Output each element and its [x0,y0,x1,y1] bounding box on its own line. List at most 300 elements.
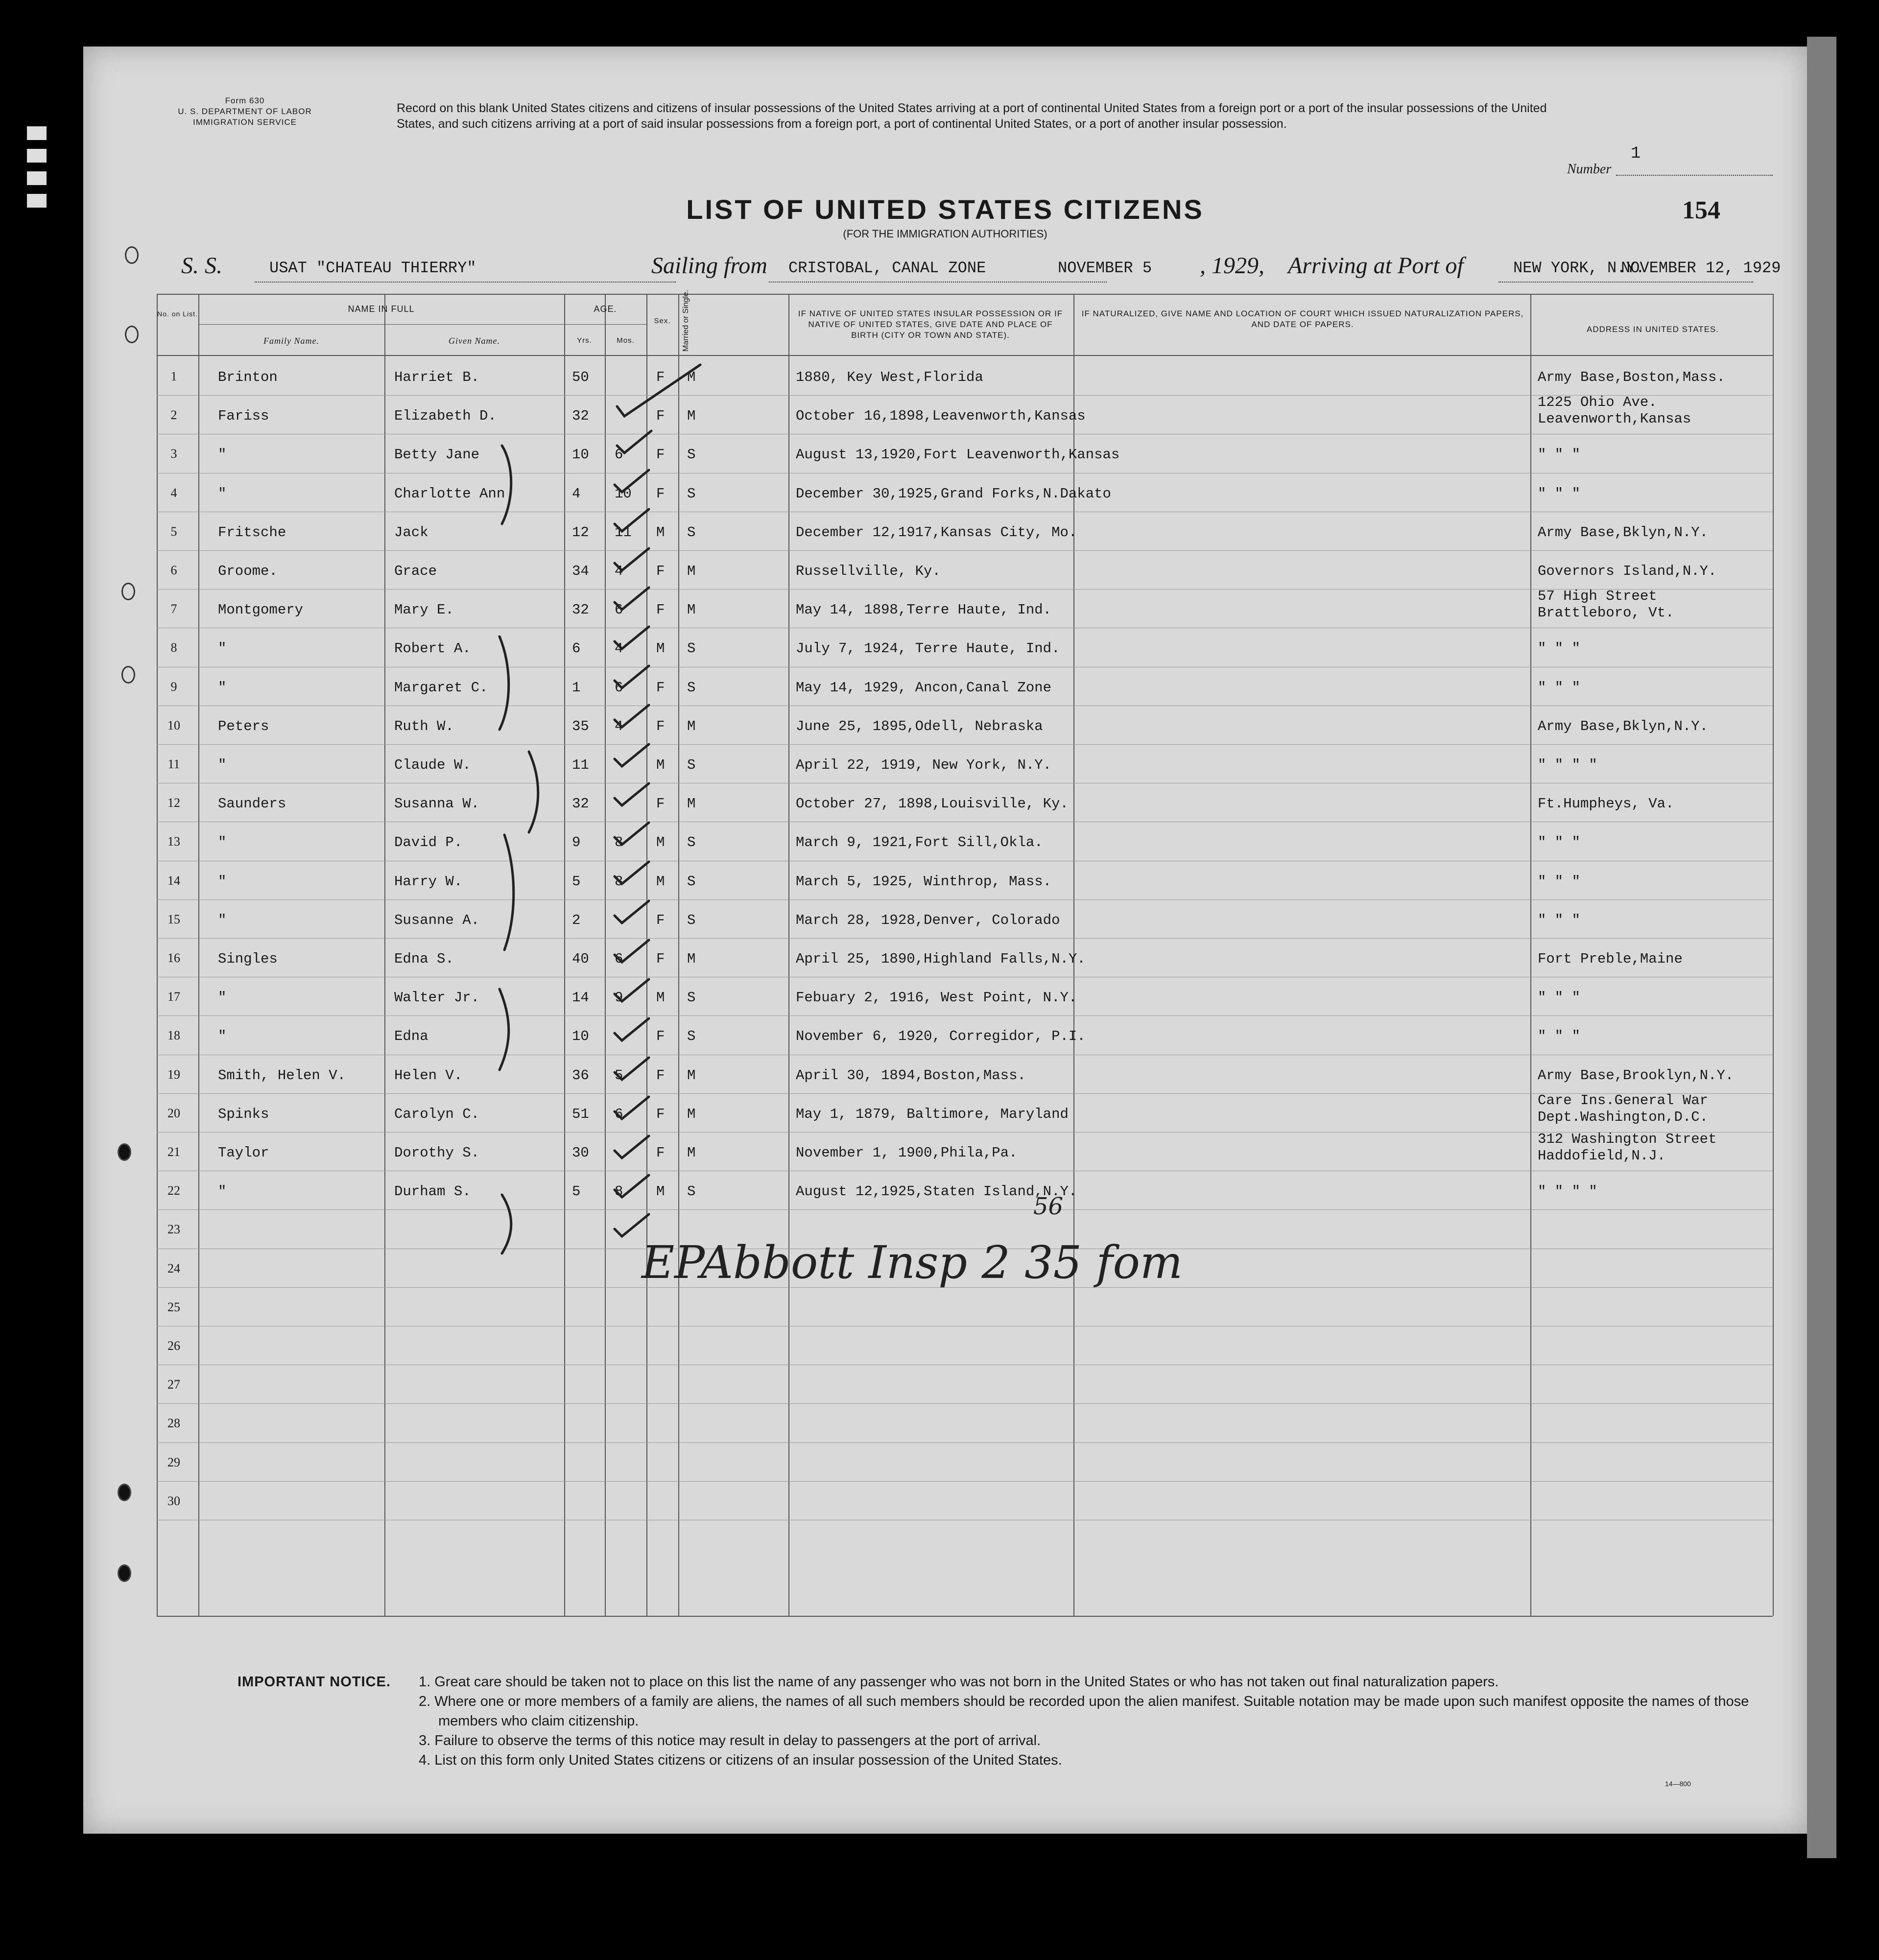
cell-sex: F [656,602,665,618]
cell-family: Smith, Helen V. [218,1067,346,1084]
table-row [157,357,1773,396]
cell-family: Peters [218,718,269,734]
cell-ms: S [687,1028,696,1045]
name-subdivider [198,324,564,325]
cell-birth: March 9, 1921,Fort Sill,Okla. [796,834,1043,851]
cell-birth: June 25, 1895,Odell, Nebraska [796,718,1043,734]
table-row [157,1250,1773,1288]
cell-sex: F [656,1106,665,1122]
table-row [157,1404,1773,1443]
cell-addr1: Army Base,Bklyn,N.Y. [1538,524,1709,541]
cell-no: 10 [167,718,180,732]
cell-birth: Febuary 2, 1916, West Point, N.Y. [796,990,1077,1006]
handwritten-count: 56 [1033,1193,1064,1220]
cell-yrs: 4 [572,485,581,502]
cell-sex: M [656,873,665,890]
age-subdivider [564,324,646,325]
cell-sex: F [656,796,665,812]
header-no: No. on List. [157,310,198,318]
header-sex: Sex. [654,317,671,325]
cell-family: Spinks [218,1106,269,1122]
cell-given: Edna [394,1028,428,1045]
sail-year: , 1929, [1200,253,1264,279]
cell-addr1: Army Base,Brooklyn,N.Y. [1538,1067,1734,1084]
cell-no: 3 [170,447,177,461]
cell-mos: 4 [615,640,623,657]
form-number: Form 630 [225,96,265,105]
table-row [157,1094,1773,1133]
cell-no: 25 [167,1299,180,1314]
cell-sex: F [656,369,665,385]
cell-yrs: 5 [572,873,581,890]
table-row [157,1056,1773,1094]
cell-given: Charlotte Ann [394,485,505,502]
ship-underline [255,282,676,283]
sailing-label: Sailing from [651,253,767,279]
cell-ms: M [687,1145,696,1161]
cell-addr1: " " " [1538,679,1581,696]
cell-yrs: 6 [572,640,581,657]
cell-family: " [218,1028,227,1045]
cell-no: 22 [167,1183,180,1198]
cell-yrs: 36 [572,1067,589,1084]
cell-no: 5 [170,524,177,539]
cell-no: 6 [170,563,177,577]
cell-yrs: 51 [572,1106,589,1122]
adjacent-page-edge [1807,37,1836,1858]
cell-family: " [218,912,227,928]
cell-no: 20 [167,1106,180,1120]
cell-ms: S [687,447,696,463]
notice-lead: IMPORTANT NOTICE. [238,1674,391,1690]
cell-addr1: Governors Island,N.Y. [1538,563,1717,579]
table-row [157,551,1773,590]
cell-mos: 6 [615,1106,623,1122]
cell-no: 15 [167,912,180,926]
col-divider [1773,294,1774,1616]
row-rule [157,395,1773,396]
cell-ms: M [687,369,696,385]
cell-family: Saunders [218,796,286,812]
cell-ms: M [687,1106,696,1122]
punch-hole [121,583,135,600]
cell-no: 30 [167,1493,180,1508]
cell-given: Ruth W. [394,718,454,734]
table-row [157,1443,1773,1482]
cell-sex: M [656,834,665,851]
cell-mos: 4 [615,718,623,734]
cell-ms: S [687,1183,696,1200]
cell-sex: M [656,757,665,773]
cell-family: " [218,757,227,773]
cell-birth: May 1, 1879, Baltimore, Maryland [796,1106,1069,1122]
cell-no: 13 [167,834,180,849]
cell-given: Susanna W. [394,796,480,812]
row-rule [157,938,1773,939]
table-row [157,862,1773,900]
table-row [157,745,1773,784]
table-row [157,707,1773,745]
cell-no: 8 [170,640,177,655]
binding-stub [27,118,56,264]
cell-no: 11 [167,757,180,771]
cell-birth: April 30, 1894,Boston,Mass. [796,1067,1026,1084]
cell-family: Taylor [218,1145,269,1161]
from-port: CRISTOBAL, CANAL ZONE [788,259,986,277]
table-row [157,939,1773,978]
cell-sex: F [656,563,665,579]
cell-sex: F [656,951,665,967]
cell-given: Elizabeth D. [394,408,497,425]
header-yrs: Yrs. [577,336,592,345]
cell-ms: S [687,757,696,773]
cell-no: 24 [167,1261,180,1275]
cell-family: Brinton [218,369,278,385]
cell-no: 21 [167,1145,180,1159]
cell-addr1: 1225 Ohio Ave. [1538,394,1657,411]
page-title: LIST OF UNITED STATES CITIZENS [686,194,1204,225]
header-birth: IF NATIVE OF UNITED STATES INSULAR POSSESSION OR IF NATIVE OF UNITED STATES, GIVE DATE AND PLACE OF BIRTH (CITY OR TOWN AND STATE). [798,309,1063,340]
row-rule [157,744,1773,745]
cell-addr1: Army Base,Bklyn,N.Y. [1538,718,1709,734]
arriving-label: Arriving at Port of [1288,253,1464,279]
cell-no: 1 [170,369,177,383]
cell-yrs: 5 [572,1183,581,1200]
service-name: IMMIGRATION SERVICE [192,118,297,127]
record-instructions: Record on this blank United States citizens and citizens of insular possessions of the United States arriving at a port of continental United States from a foreign port or a port of the insular possessions of the United States, and such citizens arriving at a port of said insular possessions from a foreign port, a port of continental United States, or a port of another insular possession. [397,101,1547,131]
cell-ms: S [687,524,696,541]
header-family-name: Family Name. [263,336,319,346]
cell-birth: March 28, 1928,Denver, Colorado [796,912,1060,928]
cell-no: 4 [170,485,177,500]
page-subtitle: (FOR THE IMMIGRATION AUTHORITIES) [843,228,1047,240]
cell-addr1: 57 High Street [1538,588,1657,605]
department-name: U. S. DEPARTMENT OF LABOR [178,107,312,116]
row-rule [157,1287,1773,1288]
cell-no: 9 [170,679,177,694]
row-rule [157,1481,1773,1482]
cell-sex: F [656,485,665,502]
notice-item-text: 1. Great care should be taken not to place on this list the name of any passenger who was not born in the United States or who has not taken out final naturalization papers. [419,1674,1499,1690]
header-age: AGE. [594,304,617,314]
cell-mos: 11 [615,524,632,541]
cell-birth: July 7, 1924, Terre Haute, Ind. [796,640,1060,657]
cell-addr1: Care Ins.General War [1538,1092,1709,1109]
notice-item [154,1672,1795,1692]
cell-family: " [218,679,227,696]
cell-addr1: Army Base,Boston,Mass. [1538,369,1725,385]
cell-addr1: " " " [1538,1028,1581,1045]
cell-birth: 1880, Key West,Florida [796,369,983,385]
cell-yrs: 32 [572,602,589,618]
cell-addr1: Ft.Humpheys, Va. [1538,796,1674,812]
ship-name: USAT "CHATEAU THIERRY" [269,259,476,277]
cell-given: Walter Jr. [394,990,480,1006]
cell-ms: S [687,834,696,851]
cell-sex: M [656,524,665,541]
row-rule [157,550,1773,551]
cell-mos: 6 [615,447,623,463]
notice-item [154,1692,1795,1731]
cell-yrs: 35 [572,718,589,734]
table-row [157,823,1773,861]
cell-sex: F [656,679,665,696]
table-bottom-border [157,1616,1773,1617]
cell-addr1: " " " " [1538,1183,1597,1200]
cell-family: " [218,990,227,1006]
table-row [157,1016,1773,1055]
cell-yrs: 32 [572,408,589,425]
cell-birth: August 13,1920,Fort Leavenworth,Kansas [796,447,1120,463]
cell-birth: December 12,1917,Kansas City, Mo. [796,524,1077,541]
cell-addr2: Brattleboro, Vt. [1538,605,1674,621]
table-row [157,1210,1773,1249]
notice-item [154,1750,1795,1770]
cell-ms: S [687,485,696,502]
row-rule [157,1015,1773,1016]
cell-birth: March 5, 1925, Winthrop, Mass. [796,873,1052,890]
cell-ms: S [687,679,696,696]
cell-birth: October 16,1898,Leavenworth,Kansas [796,408,1086,425]
cell-yrs: 34 [572,563,589,579]
cell-given: Jack [394,524,428,541]
cell-family: Singles [218,951,278,967]
table-row [157,1172,1773,1210]
table-row [157,629,1773,667]
cell-addr1: " " " [1538,912,1581,928]
header-naturalized: IF NATURALIZED, GIVE NAME AND LOCATION OF COURT WHICH ISSUED NATURALIZATION PAPERS, AND DATE OF PAPERS. [1081,309,1524,329]
cell-ms: S [687,912,696,928]
table-row [157,396,1773,435]
table-row [157,1482,1773,1521]
cell-ms: M [687,1067,696,1084]
cell-no: 7 [170,602,177,616]
cell-sex: F [656,1028,665,1045]
cell-birth: August 12,1925,Staten Island,N.Y. [796,1183,1077,1200]
header-given-name: Given Name. [449,336,500,346]
cell-no: 28 [167,1416,180,1431]
cell-sex: F [656,1145,665,1161]
cell-given: Susanne A. [394,912,480,928]
cell-mos: 4 [615,563,623,579]
header-name-in-full: NAME IN FULL [348,304,415,314]
cell-sex: M [656,640,665,657]
cell-family: " [218,873,227,890]
ss-label: S. S. [181,253,222,279]
cell-birth: May 14, 1929, Ancon,Canal Zone [796,679,1052,696]
cell-given: Betty Jane [394,447,480,463]
cell-no: 26 [167,1339,180,1353]
cell-addr1: " " " [1538,640,1581,657]
cell-mos: 8 [615,1183,623,1200]
punch-hole [121,666,135,684]
cell-given: Claude W. [394,757,471,773]
cell-ms: M [687,718,696,734]
cell-addr1: " " " [1538,873,1581,890]
cell-given: Edna S. [394,951,454,967]
cell-family: " [218,640,227,657]
cell-given: David P. [394,834,463,851]
port-underline [769,282,1107,283]
important-notice [154,1672,1795,1770]
cell-no: 14 [167,873,180,888]
cell-no: 23 [167,1222,180,1237]
punch-hole [125,326,139,343]
form-identification [147,95,343,128]
cell-family: Montgomery [218,602,304,618]
cell-mos: 5 [615,1067,623,1084]
table-row [157,900,1773,939]
cell-mos: 9 [615,990,623,1006]
cell-family: Fritsche [218,524,286,541]
cell-yrs: 40 [572,951,589,967]
cell-ms: S [687,873,696,890]
cell-given: Grace [394,563,437,579]
cell-ms: M [687,563,696,579]
cell-birth: May 14, 1898,Terre Haute, Ind. [796,602,1052,618]
punch-hole [118,1564,131,1582]
notice-item [154,1731,1795,1750]
notice-item-text: 2. Where one or more members of a family are aliens, the names of all such members should be recorded upon the alien manifest. Suitable notation may be made upon such manifest opposite the names of those members who claim citizenship. [419,1694,1749,1729]
cell-yrs: 30 [572,1145,589,1161]
cell-yrs: 9 [572,834,581,851]
cell-given: Harriet B. [394,369,480,385]
cell-addr2: Dept.Washington,D.C. [1538,1109,1709,1125]
cell-sex: F [656,1067,665,1084]
page-number: 154 [1682,196,1720,224]
cell-mos: 6 [615,679,623,696]
cell-no: 16 [167,951,180,965]
cell-given: Harry W. [394,873,463,890]
notice-item-text: 4. List on this form only United States citizens or citizens of an insular possession of the United States. [419,1752,1062,1768]
notice-item-text: 3. Failure to observe the terms of this notice may result in delay to passengers at the port of arrival. [419,1733,1041,1748]
row-rule [157,1403,1773,1404]
cell-no: 12 [167,796,180,810]
cell-family: Fariss [218,408,269,425]
punch-hole [118,1484,131,1501]
row-rule [157,899,1773,900]
row-rule [157,589,1773,590]
cell-family: " [218,447,227,463]
table-row [157,1327,1773,1366]
cell-given: Helen V. [394,1067,463,1084]
row-rule [157,1209,1773,1210]
manifest-page [83,47,1807,1834]
table-row [157,435,1773,473]
arrival-underline [1498,282,1753,283]
cell-ms: M [687,408,696,425]
cell-given: Durham S. [394,1183,471,1200]
cell-given: Carolyn C. [394,1106,480,1122]
arrival-port: NEW YORK, N.Y. [1513,259,1645,277]
row-rule [157,1093,1773,1094]
cell-yrs: 10 [572,1028,589,1045]
number-value: 1 [1631,144,1641,163]
cell-birth: December 30,1925,Grand Forks,N.Dakato [796,485,1111,502]
cell-birth: October 27, 1898,Louisville, Ky. [796,796,1069,812]
cell-family: " [218,1183,227,1200]
cell-yrs: 10 [572,447,589,463]
table-row [157,978,1773,1016]
cell-birth: November 1, 1900,Phila,Pa. [796,1145,1018,1161]
cell-sex: F [656,912,665,928]
table-row [157,513,1773,551]
cell-no: 19 [167,1067,180,1082]
table-row [157,784,1773,823]
table-row [157,1288,1773,1327]
cell-given: Mary E. [394,602,454,618]
inspector-signature: EPAbbott Insp 2 35 fom [642,1236,1183,1289]
cell-yrs: 50 [572,369,589,385]
header-married-single: Married or Single. [682,289,690,352]
cell-family: " [218,485,227,502]
cell-yrs: 11 [572,757,589,773]
cell-ms: M [687,951,696,967]
cell-addr1: 312 Washington Street [1538,1131,1717,1147]
table-row [157,590,1773,629]
cell-mos: 6 [615,602,623,618]
cell-mos: 8 [615,834,623,851]
header-address: ADDRESS IN UNITED STATES. [1587,325,1719,334]
cell-family: Groome. [218,563,278,579]
cell-no: 18 [167,1028,180,1043]
cell-sex: F [656,718,665,734]
cell-yrs: 1 [572,679,581,696]
cell-addr1: Fort Preble,Maine [1538,951,1683,967]
cell-mos: 10 [615,485,632,502]
cell-birth: November 6, 1920, Corregidor, P.I. [796,1028,1086,1045]
cell-no: 29 [167,1455,180,1469]
cell-yrs: 12 [572,524,589,541]
cell-ms: M [687,796,696,812]
cell-addr1: " " " [1538,834,1581,851]
arrival-date: NOVEMBER 12, 1929 [1621,259,1781,277]
cell-addr1: " " " [1538,447,1581,463]
cell-sex: M [656,990,665,1006]
cell-given: Robert A. [394,640,471,657]
punch-hole [118,1143,131,1161]
cell-ms: S [687,640,696,657]
cell-birth: April 25, 1890,Highland Falls,N.Y. [796,951,1086,967]
cell-given: Margaret C. [394,679,488,696]
cell-ms: S [687,990,696,1006]
table-row [157,668,1773,707]
cell-sex: M [656,1183,665,1200]
punch-hole [125,246,139,264]
cell-addr1: " " " " [1538,757,1597,773]
cell-mos: 8 [615,873,623,890]
cell-yrs: 14 [572,990,589,1006]
cell-no: 27 [167,1377,180,1392]
voyage-line [181,252,1797,286]
cell-addr2: Haddofield,N.J. [1538,1148,1666,1164]
cell-mos: 6 [615,951,623,967]
cell-birth: Russellville, Ky. [796,563,941,579]
cell-yrs: 32 [572,796,589,812]
cell-ms: M [687,602,696,618]
table-row [157,1366,1773,1404]
cell-addr1: " " " [1538,990,1581,1006]
cell-family: " [218,834,227,851]
cell-no: 2 [170,408,177,423]
row-rule [157,1132,1773,1133]
cell-given: Dorothy S. [394,1145,480,1161]
number-underline [1616,175,1773,176]
passenger-table [157,289,1773,1616]
cell-no: 17 [167,990,180,1004]
row-rule [157,1442,1773,1443]
cell-addr2: Leavenworth,Kansas [1538,411,1691,427]
